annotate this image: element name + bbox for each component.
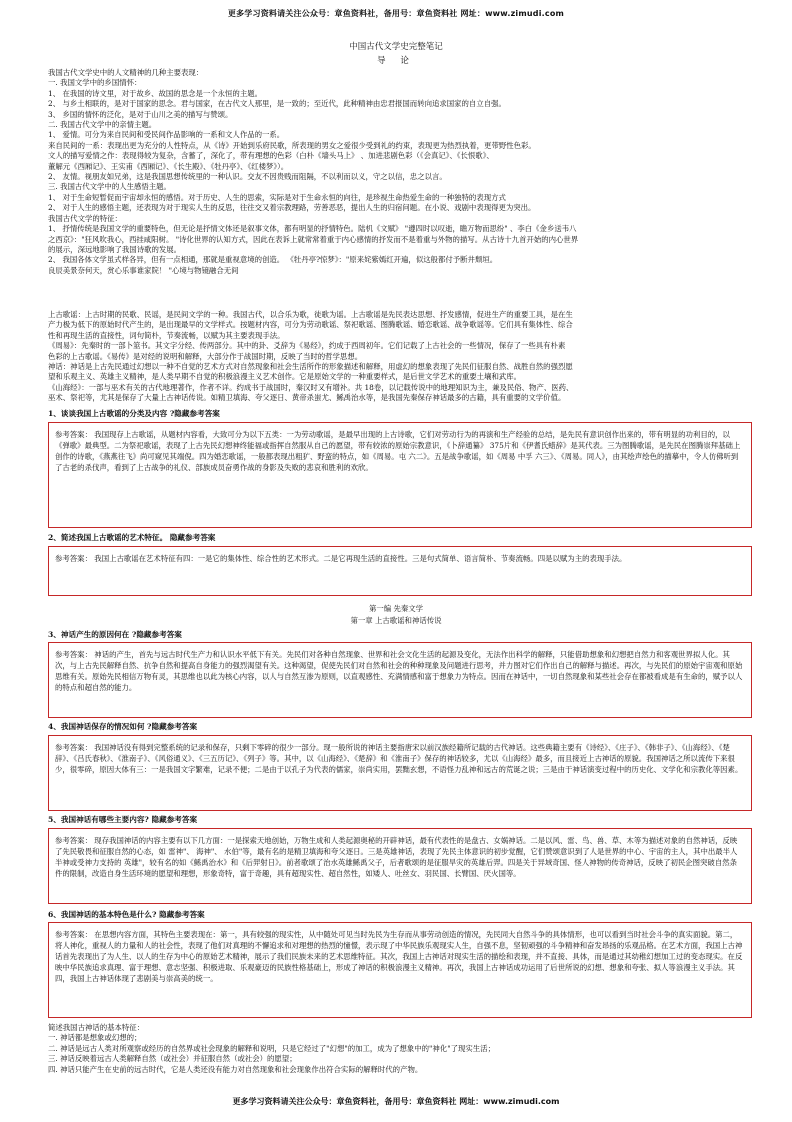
question-3-heading[interactable]: 3、神话产生的原因何在 ?隐藏参考答案 — [48, 630, 182, 639]
intro-line: 1、 对于生命短暂促而宇宙却永恒的感悟。对于历史、人生的思索，实际是对于生命永恒的向往，是珍视生命热爱生命的一种独特的表现方式 — [48, 192, 506, 202]
answer-text-5: 参考答案： 现存我国神话的内容主要有以下几方面：一是探索天地创始，万物生成和人类起源奥秘的开辟神话，最有代表性的是盘古、女娲神话。二是以风、雷、鸟、兽、草、木等为描述对象的自然神话，反映了先民敬畏和征服自然的心态，如 雷神"、 海神"、 水伯"等，最有名的是精卫填海和夸父逐日。三是英雄神话，表现了先民主体意识的初步觉醒，它们赞颂意识到了人是世界的中心、宇宙的主人，其中出最半人半神或受神力支持的 英雄"，较有名的如《鲧禹治水》和《后羿射日》。前者歌颂了治水英雄鲧禹父子，后者歌颂的是征服旱灾的英雄后羿。四是关于异域奇国、怪人神物的传奇神话，反映了初民企图突破自然条件的限制，改造自身生活环境的愿望和理想，形象奇特，富于奇趣，具有超现实性、超自然性，如矮人、吐丝女、羽民国、长臂国、厌火国等。 — [55, 836, 738, 878]
ancient-line: 色彩的上古歌谣。《易传》是对经的说明和解释，大部分作于战国时期，反映了当时的哲学思想。 — [48, 351, 363, 361]
intro-line: 二. 我国古代文学中的亲情主题。 — [48, 120, 157, 130]
answer-box-1 — [48, 422, 752, 528]
answer-text-4: 参考答案： 我国神话没有得到完整系统的记录和保存，只剩下零碎的很少一部分。现一般所说的神话主要指唐宋以前汉族经籍所记载的古代神话。这些典籍主要有《诗经》、《庄子》、《韩非子》、《山海经》、《楚辞》、《吕氏春秋》、《淮南子》、《风俗通义》、《三五历记》、《列子》等。其中，以《山海经》、《楚辞》和《淮南子》保存的神话较多，尤以《山海经》最多，而且接近上古神话的原貌。我国神话之所以流传下来很少，很零碎，原因大体有三：一是我国文字繁难，记录不便；二是由于以孔子为代表的儒家，崇尚实用，罢黜玄想，不语怪力乱神和远古的荒诞之说；三是由于神话演变过程中的历史化、文学化和宗教化等因素。 — [55, 743, 743, 774]
summary-line: 四. 神话只能产生在史前的远古时代，它是人类还没有能力对自然现象和社会现象作出符合实际的解释时代的产物。 — [48, 1064, 423, 1074]
answer-text-2: 参考答案： 我国上古歌谣在艺术特征有四：一是它的集体性、综合性的艺术形式。二是它再现生活的直接性。三是句式简单、语言简朴、节奏流畅。四是以赋为主的表现手法。 — [55, 554, 627, 563]
intro-line: 1、 在我国的诗文里，对于故乡、故国的思念是一个永恒的主题。 — [48, 88, 262, 98]
ancient-line: 产力极为低下的原始时代产生的，是出现最早的文学样式。按题材内容，可分为劳动歌谣、祭祀歌谣、图腾歌谣、婚恋歌谣、战争歌谣等。它们具有集体性、综合 — [48, 320, 573, 330]
ancient-songs-section — [48, 310, 748, 404]
answer-text-1: 参考答案： 我国现存上古歌谣，从题材内容看，大致可分为以下五类：一为劳动歌谣，是最早出现的上古诗歌，它们对劳动行为的再演和生产经验的总结，是先民有意识创作出来的，带有明显的功利目的，以《弹歌》最典型。二为祭祀歌谣，表现了上古先民幻想神终能福或指挥自然服从自己的愿望，带有较浓的原始宗教意识，《卜辞通纂》 375片和《伊耆氏蜡辞》是其代表。三为图腾歌谣，是先民在图腾崇拜基础上创作的诗歌，《燕燕往飞》尚可窥见其端倪。四为婚恋歌谣，一般都表现出粗犷、野蛮的特点，如《周易。屯 六二》。五是战争歌谣，如《周易 中孚 六三》、《周易。同人》，由其绘声绘色的描摹中，令人仿佛听到了古老的杀伐声，看到了上古战争的礼仪、部族成员奋勇作战的身影及失败的悲哀和胜利的欢欣。 — [55, 430, 741, 472]
ancient-line: 《山海经》：一部与巫术有关的古代地理著作，作者不详。约成书于战国时，秦汉时又有增补。共 18卷，以记载传说中的地理知识为主，兼及民俗、物产、医药、 — [48, 382, 574, 392]
question-5-heading[interactable]: 5、我国神话有哪些主要内容? 隐藏参考答案 — [48, 815, 198, 824]
page-header-banner[interactable]: 更多学习资料请关注公众号：章鱼资料社，备用号：章鱼资料社 网址：www.zimudi.com — [227, 9, 565, 18]
summary-line: 二. 神话是远古人类对所观察或经历的自然界或社会现象的解释和说明，只是它经过了"幻想"的加工，成为了想象中的"神化"了现实生活； — [48, 1043, 495, 1053]
ancient-line: 上古歌谣：上古时期的民歌、民谣，是民间文学的一种。我国古代，以合乐为歌，徒歌为谣。上古歌谣是先民表达思想、抒发感情，促进生产的重要工具，是在生 — [48, 310, 573, 319]
ancient-line: 性和再现生活的直接性，词句简朴，节奏流畅，以赋为其主要表现手法。 — [48, 330, 285, 340]
answer-box-4 — [48, 735, 752, 811]
ancient-line: 望和乐观主义、英雄主义精神，是人类早期不自觉的积极浪漫主义艺术创作。它是原始文学的一种重要样式，是后世文学艺术的重要土壤和武库。 — [48, 372, 522, 382]
summary-line: 三. 神话反映着远古人类解释自然（或社会）并征服自然（或社会）的愿望； — [48, 1054, 297, 1064]
intro-line: 来自民间的一系：表现出更为充分的人性特点，从《诗》开始到乐府民歌，所表现的男女之爱很少受到礼的约束，表现更为热烈执着，更带野性色彩。 — [48, 140, 536, 150]
summary-line: 一. 神话都是想象或幻想的； — [48, 1033, 142, 1043]
part-title: 第一编 先秦文学 — [368, 604, 424, 613]
summary-section — [48, 1023, 748, 1075]
question-1-heading[interactable]: 1、谈谈我国上古歌谣的分类及内容 ?隐藏参考答案 — [48, 409, 220, 418]
question-6-heading[interactable]: 6、我国神话的基本特色是什么? 隐藏参考答案 — [48, 910, 205, 919]
intro-line: 2、 对于人生的感悟主题，还表现为对于现实人生的反思，往往交又着宗教理路，劳善恶恶，提出人生的归宿问题。在小说、戏剧中表现得更为突出。 — [48, 203, 536, 213]
document-title: 中国古代文学史完整笔记 — [349, 42, 443, 52]
ancient-line: 《周易》：先秦时的一部卜筮书。其文字分经、传两部分。其中的卦、爻辞为《易经》，约成于西周初年。它们记载了上古社会的一些情况，保存了一些具有朴素 — [48, 341, 566, 351]
question-2-heading[interactable]: 2、简述我国上古歌谣的艺术特征。 隐藏参考答案 — [48, 533, 216, 542]
intro-line: 我国古代文学的特征： — [48, 213, 122, 223]
intro-line: 一. 我国文学中的乡国情怀： — [48, 78, 142, 88]
ancient-line: 神话：神话是上古先民通过幻想以一种不自觉的艺术方式对自然现象和社会生活所作的形象描述和解释，用虚幻的想象表现了先民们征服自然、战胜自然的强烈愿 — [48, 362, 573, 372]
intro-line: 的展示，深远地影响了我国诗歌的发展。 — [48, 244, 182, 254]
intro-line: 良辰美景奈何天，赏心乐事谁家院！ "心境与物镜融合无间 — [48, 265, 239, 275]
page-footer-banner[interactable]: 更多学习资料请关注公众号：章鱼资料社，备用号：章鱼资料社 网址：www.zimudi.com — [232, 1097, 560, 1106]
answer-box-3 — [48, 642, 752, 718]
ancient-line: 巫术、祭祀等，尤其是保存了大量上古神话传说。如精卫填海、夸父逐日、黄帝杀蚩尤、鲧禹治水等，是我国先秦保存神话最多的古籍，具有重要的文学价值。 — [48, 393, 566, 403]
intro-line: 2、 我国各体文学虽式样各异，但有一点相通，那就是重视意境的创造。 《牡丹亭?惊梦》："原来姹紫嫣红开遍，似这般都付予断井颓垣。 — [48, 255, 498, 265]
intro-line: 3、 乡国的情怀的泛化，是对于山川之美的描写与赞颂。 — [48, 109, 233, 119]
answer-text-6: 参考答案： 在思想内容方面，其特色主要表现在：第一，具有较强的现实性，从中随处可见当时先民为生存而从事劳动创造的情况，先民同大自然斗争的具体情形，也可以看到当时社会斗争的真实面貌。第二，将人神化，重视人的力量和人的社会性，表现了他们对真理的不懈追求和对理想的热烈的憧憬，表示现了中华民族乐观现实人生，自强不息，坚韧顽强的斗争精神和奋发昂扬的乐观品格。在艺术方面，我国上古神话首先表现出了为人生、以人的生存为中心的原始艺术精神，展示了我们民族未来的艺术思维特征。其次，我国上古神话对现实生活的描绘和表现，并不直接、具体，而是通过其幼稚幻想加工过的变态现实。在反映中华民族追求真理、富于理想、意志坚强、积极进取、乐观豪迈的民族性格基础上，形成了神话的积极浪漫主义精神。再次，我国上古神话成功运用了后世所说的幻想、想象和夸张、拟人等浪漫主义手法。其四，我国上古神话体现了悲剧美与崇高美的统一。 — [55, 930, 743, 983]
intro-line: 董解元《西厢记》、王实甫《西厢记》、《长生殿》、《牡丹亭》、《红楼梦》）。 — [48, 161, 289, 171]
intro-section — [48, 68, 748, 276]
answer-box-6 — [48, 922, 752, 1018]
answer-box-2 — [48, 546, 752, 596]
chapter-title: 第一章 上古歌谣和神话传说 — [350, 616, 442, 625]
intro-line: 2、 友情。视朋友如兄弟，这是我国思想传统里的一种认识。交友不因贵贱而阻隔，不以利而以义，守之以信，忠之以言。 — [48, 172, 447, 182]
intro-line: 1、 抒情传统是我国文学的重要特色，但无论是抒情文体还是叙事文体，都有明显的抒情特色。陆机《文赋》 "遵四时以叹逝，瞻万物而思纷" 、李白《金乡送韦八 — [48, 224, 577, 234]
intro-line: 2、 与乡土相联的，是对于国家的思念。君与国家，在古代文人那里，是一致的；至近代，此种精神由忠君报国而转向追求国家的自立自强。 — [48, 99, 506, 109]
answer-box-5 — [48, 828, 752, 904]
intro-line: 文人的描写爱情之作：表现得较为复杂，含蓄了，深化了，带有理想的色彩（白朴《墙头马上》 、加进悲剧色彩（《会真记》、《长恨歌》、 — [48, 151, 494, 161]
intro-line: 我国古代文学史中的人文精神的几种主要表现： — [48, 68, 204, 77]
summary-line: 简述我国古神话的基本特征： — [48, 1023, 145, 1032]
intro-line: 之西京》："狂风吹我心，西挂咸阳树。 "诗化世界的认知方式，因此在表诉上就常常着重于内心感情的抒发而不是着重与外物的描写。从古诗十九首开始的内心世界 — [48, 234, 579, 244]
intro-line: 1、 爱情。可分为来自民间和受民间作品影响的一系和文人作品的一系。 — [48, 130, 285, 140]
answer-text-3: 参考答案： 神话的产生，首先与远古时代生产力和认识水平低下有关。先民们对各种自然现象、世界和社会文化生活的起源及变化，无法作出科学的解释，只能借助想象和幻想把自然力和客观世界拟人化。其次，与上古先民解释自然、抗争自然和提高自身能力的强烈渴望有关。这种渴望，促使先民们对自然和社会的种种现象及问题进行思考，并力图对它们作出自己的解释与描述。再次，与先民们的原始宇宙观和原始思维有关。原始先民相信万物有灵，其思维也以此为核心内容，以人与自然互渗为原则，以直观感性、充满情感和富于想象力为特点。因而在神话中，一切自然现象和某些社会存在都被看成是有生命的，赋予以人的特点和超自然的能力。 — [55, 650, 743, 692]
question-4-heading[interactable]: 4、我国神话保存的情况如何 ?隐藏参考答案 — [48, 722, 198, 731]
intro-line: 三. 我国古代文学中的人生感悟主题。 — [48, 182, 171, 192]
document-subtitle: 导 论 — [377, 56, 415, 66]
